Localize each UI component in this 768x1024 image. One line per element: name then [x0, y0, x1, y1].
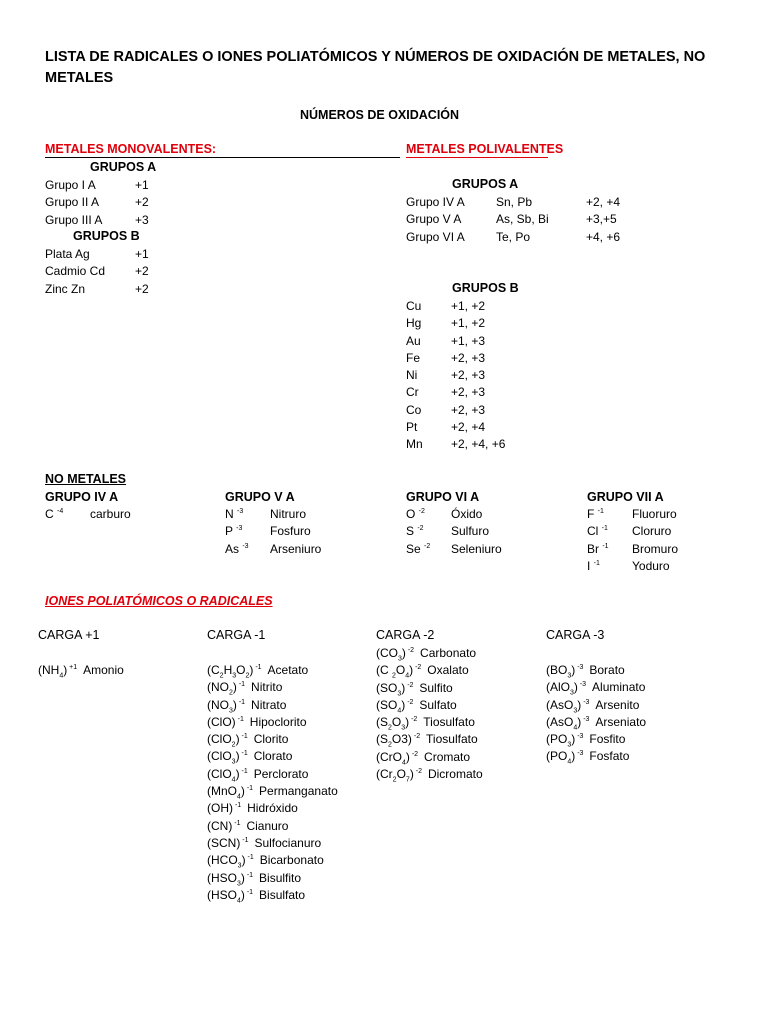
ion-formula: $(HCO_3)$: [207, 853, 246, 870]
oxidation-value: +1, +3: [451, 333, 486, 348]
monovalentes-grupos-a-label: GRUPOS A: [90, 160, 157, 174]
no-metal-group: [587, 489, 678, 575]
ion-list: [38, 662, 124, 679]
ion-row: [376, 697, 483, 714]
ion-name: Tiosulfato: [426, 732, 478, 747]
charge: -2: [417, 525, 424, 533]
ion-row: [207, 818, 338, 835]
ion-name: Arsenito: [595, 697, 640, 712]
polivalentes-grupos-b-list: [406, 298, 505, 454]
group-name: Grupo VI A: [406, 229, 465, 244]
group-name: Cadmio Cd: [45, 264, 106, 279]
element-symbol: N $^{-3}$: [225, 507, 244, 521]
ion-row: [546, 697, 646, 714]
ion-formula: (AlO$_3$): [546, 680, 578, 697]
group-name: Co: [406, 402, 422, 417]
oxidation-value: +1, +2: [451, 316, 486, 331]
ion-charge: +1: [67, 664, 80, 671]
group-name: Mn: [406, 437, 423, 452]
group-elements: Sn, Pb: [496, 195, 533, 209]
ion-charge: -1: [245, 854, 256, 862]
no-metal-row: [587, 541, 678, 558]
no-metal-group: [406, 489, 502, 558]
group-row: [406, 333, 505, 350]
no-metal-row: [587, 523, 678, 540]
ion-formula: $(Cr_2O_7)$: [376, 767, 414, 784]
ion-row: [207, 697, 338, 714]
ion-formula: (OH): [207, 801, 233, 816]
oxidation-value: +3: [135, 212, 149, 227]
ion-name: Bicarbonato: [259, 853, 324, 868]
ion-charge: -1: [232, 819, 243, 827]
ion-charge: -2: [409, 750, 421, 758]
oxidation-value: +2, +3: [451, 385, 486, 400]
ion-row: [376, 680, 483, 697]
group-row: [406, 350, 505, 367]
group-row: [406, 402, 505, 419]
ion-charge: -2: [405, 698, 416, 706]
group-row: [45, 263, 149, 280]
oxidation-value: +2, +3: [451, 350, 486, 365]
ion-row: [376, 766, 483, 783]
ion-charge: -2: [405, 647, 417, 654]
monovalentes-heading: METALES MONOVALENTES:: [45, 142, 217, 156]
ion-row: [207, 662, 338, 679]
no-metal-row: [225, 523, 321, 540]
ion-charge: -1: [235, 715, 246, 723]
oxidation-value: +1: [135, 178, 149, 192]
polivalentes-heading: METALES POLIVALENTES: [406, 142, 564, 156]
no-metal-group-label: GRUPO V A: [225, 490, 295, 504]
anion-name: Fluoruro: [632, 507, 677, 521]
element-symbol: O $^{-2}$: [406, 507, 425, 521]
group-name: Grupo I A: [45, 178, 96, 192]
no-metal-row: [406, 506, 502, 523]
ion-row: [546, 748, 646, 765]
ion-charge: -1: [244, 785, 256, 793]
heading-underline: [45, 157, 400, 158]
group-row: [45, 281, 149, 298]
ion-name: Nitrito: [251, 680, 283, 695]
group-row: [406, 384, 505, 401]
ion-name: Cromato: [424, 749, 471, 764]
no-metal-row: [406, 541, 502, 558]
ion-charge: -1: [240, 836, 251, 844]
ion-list: [546, 662, 646, 766]
group-name: Cr: [406, 385, 419, 400]
ion-row: [207, 835, 338, 852]
ion-charge: -3: [575, 733, 586, 741]
ion-row: [207, 748, 338, 765]
group-name: Grupo II A: [45, 195, 100, 210]
ion-row: [546, 731, 646, 748]
oxidation-value: +2: [135, 281, 149, 296]
ion-formula: $(BO_3)$: [546, 663, 576, 680]
monovalentes-grupos-b-label: GRUPOS B: [73, 229, 140, 243]
anion-name: Yoduro: [632, 558, 670, 573]
ion-name: Clorito: [253, 732, 289, 747]
ion-formula: (C $_2O_4$): [376, 663, 414, 680]
charge: -2: [418, 508, 425, 515]
monovalentes-grupos-a-list: [45, 177, 149, 229]
ion-name: Oxalato: [427, 663, 469, 678]
ion-name: Hipoclorito: [249, 714, 307, 729]
ion-row: [207, 783, 338, 800]
ion-charge: -1: [244, 871, 256, 879]
ion-name: Permanganato: [259, 784, 338, 799]
group-row: [406, 194, 620, 211]
oxidation-value: +2, +4: [451, 420, 486, 435]
group-name: Grupo V A: [406, 212, 462, 227]
polivalentes-grupos-a-list: [406, 194, 620, 246]
element-symbol: F $^{-1}$: [587, 507, 604, 521]
anion-name: Seleniuro: [451, 541, 502, 556]
element-symbol: Br $^{-1}$: [587, 541, 609, 556]
ion-formula: (AsO$_3$): [546, 697, 582, 714]
ion-formula: (ClO$_4$): [207, 766, 240, 784]
group-name: Grupo IV A: [406, 195, 465, 209]
ion-formula: $(PO_3)$: [546, 732, 576, 749]
document-title: LISTA DE RADICALES O IONES POLIATÓMICOS Y NÚMEROS DE OXIDACIÓN DE METALES, NO METALES: [45, 49, 706, 86]
ion-name: Bisulfito: [259, 870, 302, 885]
ion-row: [546, 714, 646, 731]
group-row: [406, 419, 505, 436]
ion-formula: $(HSO_3)$: [207, 870, 245, 887]
element-symbol: Cl $^{-1}$: [587, 524, 608, 539]
no-metal-group: [45, 489, 131, 523]
ion-formula: $(S_2O3)$: [376, 732, 412, 749]
group-name: Plata Ag: [45, 247, 90, 261]
ion-charge: -2: [409, 716, 420, 724]
oxidation-value: +2, +4, +6: [451, 437, 506, 452]
charge: -3: [236, 525, 243, 533]
group-name: Hg: [406, 316, 422, 331]
ion-row: [376, 749, 483, 766]
oxidation-value: +2: [135, 264, 149, 279]
anion-name: Óxido: [451, 507, 483, 521]
oxidation-value: +3,+5: [586, 212, 617, 227]
no-metal-group-label: GRUPO IV A: [45, 490, 119, 504]
charge: -4: [57, 508, 64, 515]
charge: -1: [593, 559, 600, 567]
ion-charge: -3: [575, 664, 586, 671]
ion-row: [376, 645, 483, 662]
group-name: Grupo III A: [45, 212, 103, 227]
oxidation-value: +2: [135, 195, 149, 210]
charge-column-label: CARGA -1: [207, 628, 266, 642]
ion-formula: $(SO_4)$: [376, 697, 406, 715]
ion-charge: -1: [253, 664, 264, 671]
group-name: Au: [406, 333, 421, 348]
ion-charge: -3: [577, 681, 589, 689]
anion-name: Sulfuro: [451, 524, 490, 539]
element-symbol: I $^{-1}$: [587, 558, 600, 573]
no-metal-row: [406, 523, 502, 540]
no-metal-row: [587, 558, 678, 575]
ion-list: [376, 645, 483, 783]
charge: -1: [602, 542, 609, 550]
ion-name: Sulfito: [419, 680, 453, 695]
ion-row: [546, 679, 646, 696]
ion-row: [376, 731, 483, 748]
oxidation-value: +1: [135, 247, 149, 261]
ion-formula: (CN): [207, 818, 233, 833]
ion-charge: -1: [239, 767, 250, 775]
anion-name: Cloruro: [632, 524, 672, 539]
ion-name: Fosfato: [589, 749, 630, 764]
group-elements: As, Sb, Bi: [496, 212, 549, 227]
group-row: [45, 246, 149, 263]
ion-charge: -2: [411, 733, 423, 741]
ion-formula: $(S_2O_3)$: [376, 715, 410, 732]
group-row: [45, 212, 149, 229]
group-row: [406, 298, 505, 315]
ion-formula: (ClO$_3$): [207, 749, 240, 766]
ion-charge: -1: [236, 681, 248, 689]
ion-row: [207, 679, 338, 696]
group-row: [45, 194, 149, 211]
ion-name: Fosfito: [589, 732, 626, 747]
group-row: [406, 211, 620, 228]
no-metal-row: [225, 506, 321, 523]
charge: -3: [237, 508, 244, 515]
ion-formula: (SCN): [207, 835, 241, 850]
anion-name: Fosfuro: [270, 524, 311, 539]
group-row: [406, 367, 505, 384]
ion-formula: $(PO_4)$: [546, 749, 576, 766]
ion-formula: $(NH_4)$: [38, 663, 68, 680]
group-row: [406, 315, 505, 332]
ion-name: Perclorato: [253, 766, 309, 781]
ion-charge: -3: [581, 715, 592, 723]
anion-name: Nitruro: [270, 507, 307, 521]
charge-column-label: CARGA -3: [546, 628, 605, 642]
charge: -2: [424, 542, 431, 550]
group-name: Zinc Zn: [45, 281, 86, 296]
oxidation-value: +1, +2: [451, 299, 486, 313]
ion-formula: $(NO_3)$: [207, 697, 237, 714]
charge: -1: [601, 525, 608, 533]
ion-charge: -3: [581, 698, 592, 706]
group-row: [45, 177, 149, 194]
ion-row: [207, 800, 338, 817]
ion-formula: $(SO_3)$: [376, 680, 406, 697]
anion-name: Arseniuro: [270, 541, 322, 556]
ion-name: Amonio: [83, 663, 124, 677]
element-symbol: As $^{-3}$: [225, 541, 249, 556]
ion-formula: (ClO$_2$): [207, 732, 240, 749]
ion-list: [207, 662, 338, 904]
ion-row: [207, 731, 338, 748]
ion-charge: -1: [233, 802, 244, 810]
polivalentes-grupos-a-label: GRUPOS A: [452, 177, 519, 191]
iones-heading: IONES POLIATÓMICOS O RADICALES: [45, 594, 273, 608]
group-row: [406, 229, 620, 246]
no-metal-row: [225, 541, 321, 558]
ion-charge: -1: [244, 888, 256, 896]
ion-name: Carbonato: [420, 646, 477, 660]
charge: -1: [597, 508, 604, 515]
ion-row: [207, 887, 338, 904]
ion-charge: -3: [575, 750, 586, 758]
anion-name: Bromuro: [632, 541, 679, 556]
ion-formula: $(C_2H_3O_2)$: [207, 663, 254, 680]
ion-formula: (ClO): [207, 714, 236, 729]
ion-name: Cianuro: [246, 818, 289, 833]
oxidation-value: +2, +4: [586, 195, 621, 209]
anion-name: carburo: [90, 507, 131, 521]
ion-row: [207, 766, 338, 783]
ion-name: Sulfato: [419, 697, 457, 712]
ion-name: Nitrato: [251, 697, 287, 712]
ion-row: [207, 852, 338, 869]
oxidation-value: +2, +3: [451, 402, 486, 417]
ion-charge: -2: [413, 664, 424, 672]
no-metal-group-label: GRUPO VI A: [406, 490, 480, 504]
ion-name: Dicromato: [427, 767, 483, 782]
ion-row: [546, 662, 646, 679]
group-name: Fe: [406, 350, 421, 365]
charge-column-label: CARGA +1: [38, 628, 100, 642]
ion-charge: -2: [413, 768, 424, 776]
ion-charge: -1: [239, 750, 250, 758]
ion-row: [376, 662, 483, 679]
no-metal-group-label: GRUPO VII A: [587, 490, 664, 504]
ion-charge: -2: [405, 681, 416, 689]
section-title-numeros-oxidacion: NÚMEROS DE OXIDACIÓN: [300, 108, 460, 122]
heading-underline: [406, 157, 548, 158]
monovalentes-grupos-b-list: [45, 246, 149, 298]
element-symbol: C $^{-4}$: [45, 507, 64, 521]
ion-formula: $(HSO_4)$: [207, 887, 245, 905]
polivalentes-grupos-b-label: GRUPOS B: [452, 281, 519, 295]
oxidation-value: +4, +6: [586, 229, 621, 244]
group-elements: Te, Po: [496, 229, 531, 244]
charge: -3: [242, 542, 249, 550]
ion-row: [207, 714, 338, 731]
element-symbol: S $^{-2}$: [406, 524, 424, 539]
ion-name: Acetato: [267, 663, 309, 677]
ion-formula: (MnO$_4$): [207, 784, 245, 801]
ion-formula: $(NO_2)$: [207, 680, 237, 697]
ion-row: [207, 870, 338, 887]
no-metal-row: [45, 506, 131, 523]
element-symbol: Se $^{-2}$: [406, 541, 431, 556]
ion-formula: (CrO$_4$): [376, 749, 410, 767]
ion-charge: -1: [239, 733, 250, 741]
group-row: [406, 436, 505, 453]
charge-column-label: CARGA -2: [376, 628, 435, 642]
group-name: Cu: [406, 299, 422, 313]
ion-name: Arseniato: [595, 714, 647, 729]
ion-name: Hidróxido: [247, 801, 298, 816]
no-metales-heading: NO METALES: [45, 472, 127, 486]
no-metal-group: [225, 489, 321, 558]
no-metal-row: [587, 506, 678, 523]
group-name: Ni: [406, 368, 418, 383]
ion-formula: $(CO_3)$: [376, 646, 406, 663]
ion-row: [376, 714, 483, 731]
ion-charge: -1: [236, 698, 248, 706]
element-symbol: P $^{-3}$: [225, 524, 243, 539]
ion-name: Bisulfato: [259, 887, 306, 902]
ion-row: [38, 662, 124, 679]
ion-name: Borato: [589, 663, 625, 677]
group-name: Pt: [406, 420, 418, 435]
ion-name: Sulfocianuro: [254, 835, 322, 850]
ion-name: Tiosulfato: [423, 715, 475, 730]
ion-name: Clorato: [253, 749, 293, 764]
ion-formula: (AsO$_4$): [546, 714, 582, 732]
ion-name: Aluminato: [592, 680, 646, 695]
oxidation-value: +2, +3: [451, 368, 486, 383]
